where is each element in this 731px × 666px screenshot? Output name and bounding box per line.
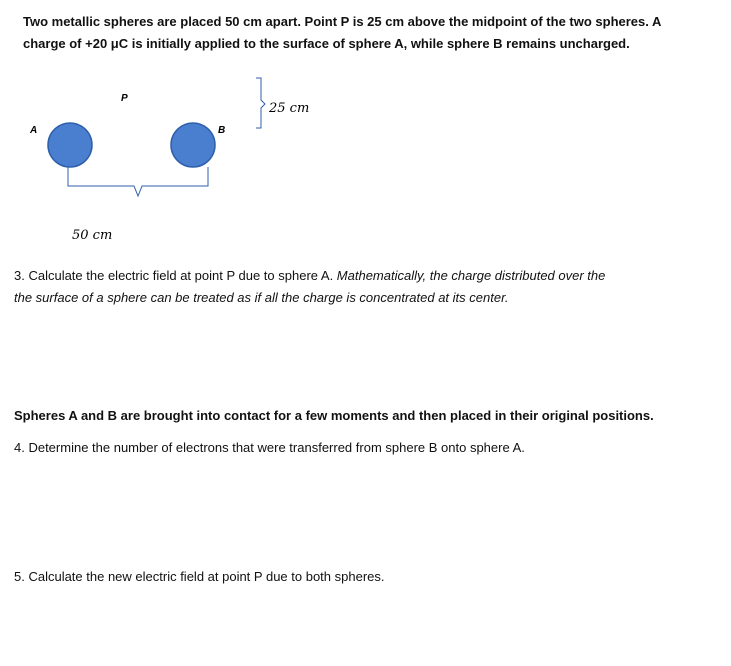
point-p-label: P [121, 93, 128, 104]
distance-label: 50 cm [72, 228, 113, 243]
intro-line-1: Two metallic spheres are placed 50 cm apart. Point P is 25 cm above the midpoint of the two spheres. A [23, 14, 662, 29]
height-bracket [256, 78, 265, 128]
question-3-note-part-1: Mathematically, the charge distributed over the [336, 268, 606, 283]
question-3-lead: 3. Calculate the electric field at point P due to sphere A. [14, 268, 337, 283]
contact-statement: Spheres A and B are brought into contact for a few moments and then placed in their original positions. [14, 408, 654, 423]
sphere-b-label: B [218, 125, 226, 136]
spheres-diagram [0, 0, 731, 260]
question-3-note-part-2: the surface of a sphere can be treated as if all the charge is concentrated at its center. [14, 290, 509, 305]
distance-bracket [68, 167, 208, 196]
question-3 [14, 265, 714, 309]
sphere-a [48, 123, 92, 167]
question-3-line-1 [14, 265, 714, 287]
sphere-a-label: A [30, 125, 38, 136]
question-4: 4. Determine the number of electrons that were transferred from sphere B onto sphere A. [14, 440, 525, 455]
intro-line-2: charge of +20 μC is initially applied to the surface of sphere A, while sphere B remains uncharged. [23, 36, 630, 51]
height-label: 25 cm [269, 101, 310, 116]
sphere-b [171, 123, 215, 167]
question-5: 5. Calculate the new electric field at point P due to both spheres. [14, 569, 385, 584]
